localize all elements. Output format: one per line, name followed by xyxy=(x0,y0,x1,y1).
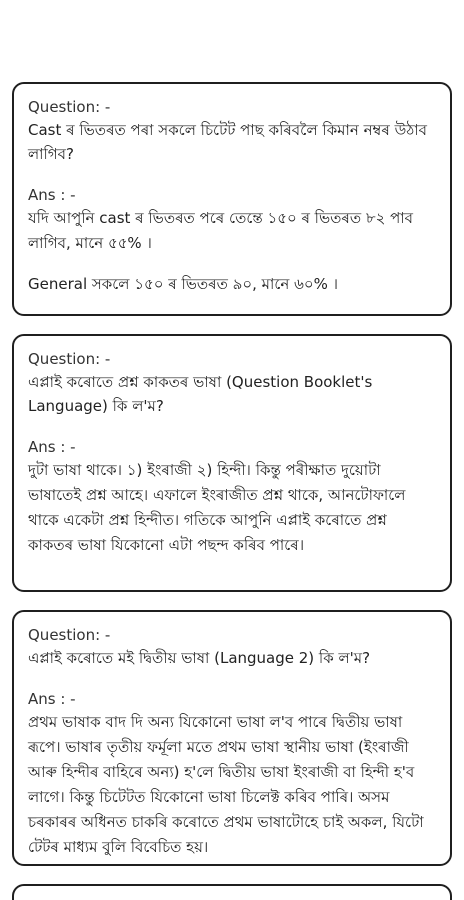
faq-list xyxy=(12,82,452,900)
question-text: এপ্লাই কৰোতে মই দ্বিতীয় ভাষা (Language 2) কি ল'ম? xyxy=(28,649,371,667)
faq-card-partial xyxy=(12,884,452,900)
spacer xyxy=(28,418,436,436)
answer-label: Ans : - xyxy=(28,438,76,456)
answer-label: Ans : - xyxy=(28,690,76,708)
question-text: এপ্লাই কৰোতে প্ৰশ্ন কাকতৰ ভাষা (Question Booklet's Language) কি ল'ম? xyxy=(28,373,373,415)
answer-text: প্ৰথম ভাষাক বাদ দি অন্য যিকোনো ভাষা ল'ব পাৰে দ্বিতীয় ভাষা ৰূপে। ভাষাৰ তৃতীয় ফৰ্মূলা মতে প্ৰথম ভাষা স্থানীয় ভাষা (ইংৰাজী আৰু হিন্দীৰ বাহিৰে অন্য) হ'লে দ্বিতীয় ভাষা ইংৰাজী বা হিন্দী হ'ব লাগে। কিন্তু চিটেটত যিকোনো ভাষা চিলেক্ট কৰিব পাৰি। অসম চৰকাৰৰ অধিনত চাকৰি কৰোতে প্ৰথম ভাষাটোহে চাই অকল, যিটো টেটৰ মাধ্যম বুলি বিবেচিত হয়। xyxy=(28,713,424,856)
question-label: Question: - xyxy=(28,350,111,368)
answer-text: যদি আপুনি cast ৰ ভিতৰত পৰে তেন্তে ১৫০ ৰ ভিতৰত ৮২ পাব লাগিব, মানে ৫৫% । xyxy=(28,209,414,252)
faq-card xyxy=(12,334,452,592)
faq-card xyxy=(12,82,452,316)
question-text: Cast ৰ ভিতৰত পৰা সকলে চিটেট পাছ কৰিবলৈ কিমান নম্বৰ উঠাব লাগিব? xyxy=(28,121,427,163)
question-label: Question: - xyxy=(28,626,111,644)
answer-label: Ans : - xyxy=(28,186,76,204)
answer-text: দুটা ভাষা থাকে। ১) ইংৰাজী ২) হিন্দী। কিন্তু পৰীক্ষাত দুয়োটা ভাষাতেই প্ৰশ্ন আহে। এফালে ইংৰাজীত প্ৰশ্ন থাকে, আনটোফালে থাকে একেটা প্ৰশ্ন হিন্দীত। গতিকে আপুনি এপ্লাই কৰোতে প্ৰশ্ন কাকতৰ ভাষা যিকোনো এটা পছন্দ কৰিব পাৰে। xyxy=(28,461,406,554)
spacer xyxy=(28,166,436,184)
faq-card xyxy=(12,610,452,866)
spacer xyxy=(28,670,436,688)
spacer xyxy=(28,256,436,272)
question-label: Question: - xyxy=(28,98,111,116)
answer-text-secondary: General সকলে ১৫০ ৰ ভিতৰত ৯০, মানে ৬০% । xyxy=(28,275,338,293)
